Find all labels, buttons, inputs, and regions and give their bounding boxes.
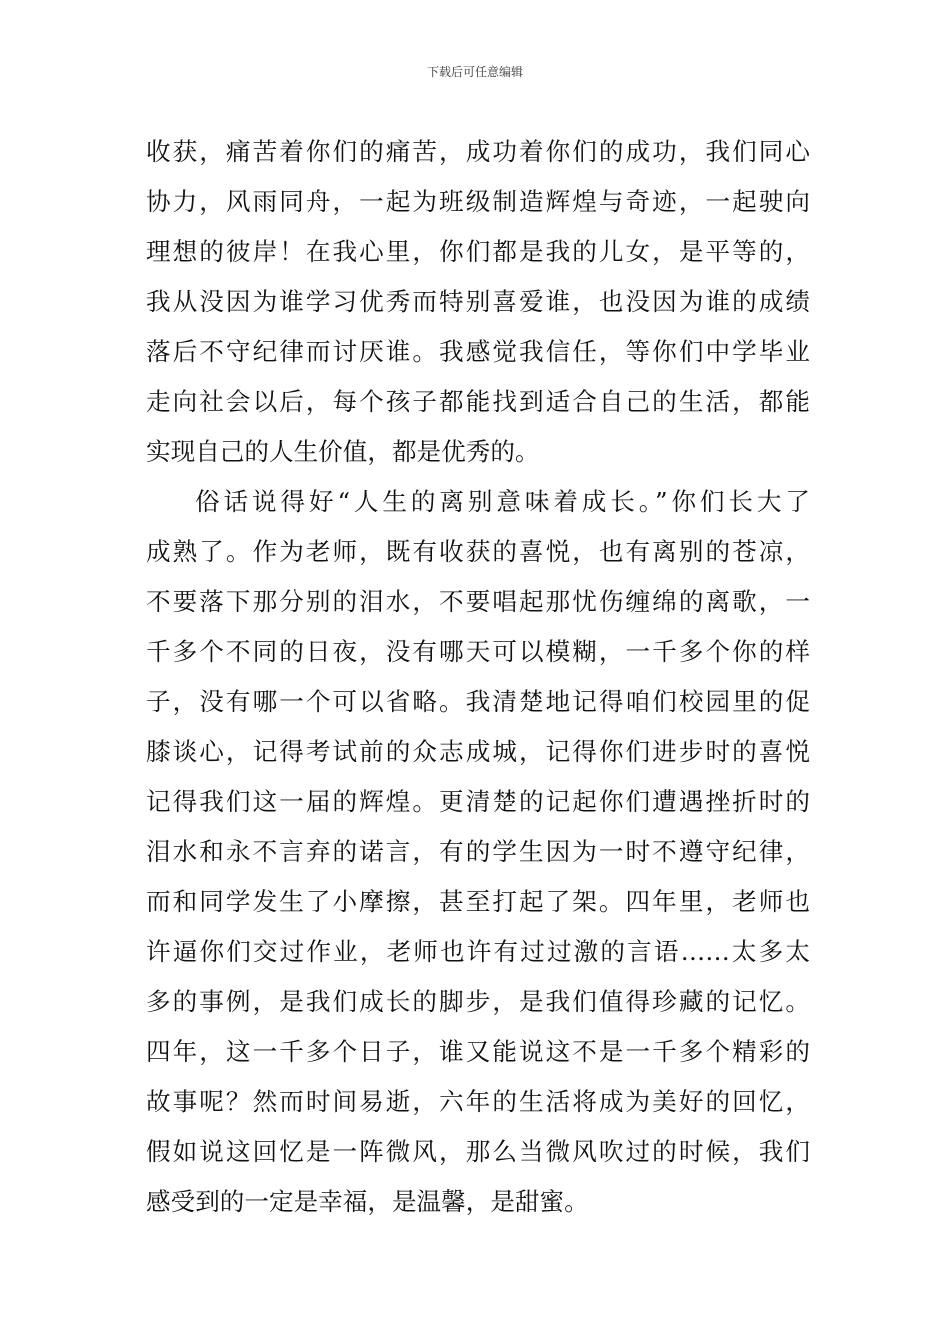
- text-line: 成熟了。作为老师，既有收获的喜悦，也有离别的苍凉，: [146, 537, 810, 566]
- text-line: 故事呢？然而时间易逝，六年的生活将成为美好的回忆，: [146, 1087, 810, 1116]
- text-line: 泪水和永不言弃的诺言，有的学生因为一时不遵守纪律，: [146, 837, 810, 866]
- text-line: 俗话说得好“人生的离别意味着成长。”你们长大了: [195, 487, 810, 516]
- text-line: 协力，风雨同舟，一起为班级制造辉煌与奇迹，一起驶向: [146, 187, 810, 216]
- text-line: 膝谈心，记得考试前的众志成城，记得你们进步时的喜悦: [146, 737, 810, 766]
- text-line: 走向社会以后，每个孩子都能找到适合自己的生活，都能: [146, 387, 810, 416]
- text-line: 假如说这回忆是一阵微风，那么当微风吹过的时候，我们: [146, 1137, 810, 1166]
- text-line: 感受到的一定是幸福，是温馨，是甜蜜。: [146, 1187, 589, 1216]
- text-line: 收获，痛苦着你们的痛苦，成功着你们的成功，我们同心: [146, 137, 810, 166]
- text-line: 不要落下那分别的泪水，不要唱起那忧伤缠绵的离歌，一: [146, 587, 810, 616]
- paragraph: [146, 477, 810, 1227]
- paragraph: [146, 127, 810, 477]
- text-line: 四年，这一千多个日子，谁又能说这不是一千多个精彩的: [146, 1037, 810, 1066]
- text-line: 多的事例，是我们成长的脚步，是我们值得珍藏的记忆。: [146, 987, 810, 1016]
- text-line: 许逼你们交过作业，老师也许有过过激的言语……太多太: [146, 937, 810, 966]
- text-line: 实现自己的人生价值，都是优秀的。: [146, 437, 540, 466]
- text-line: 我从没因为谁学习优秀而特别喜爱谁，也没因为谁的成绩: [146, 287, 810, 316]
- text-line: 落后不守纪律而讨厌谁。我感觉我信任，等你们中学毕业: [146, 337, 810, 366]
- text-line: 子，没有哪一个可以省略。我清楚地记得咱们校园里的促: [146, 687, 810, 716]
- page-header: 下载后可任意编辑: [426, 65, 523, 79]
- text-line: 理想的彼岸！在我心里，你们都是我的儿女，是平等的，: [146, 237, 810, 266]
- document-body: [146, 127, 810, 1227]
- text-line: 而和同学发生了小摩擦，甚至打起了架。四年里，老师也: [146, 887, 810, 916]
- text-line: 记得我们这一届的辉煌。更清楚的记起你们遭遇挫折时的: [146, 787, 810, 816]
- text-line: 千多个不同的日夜，没有哪天可以模糊，一千多个你的样: [146, 637, 810, 666]
